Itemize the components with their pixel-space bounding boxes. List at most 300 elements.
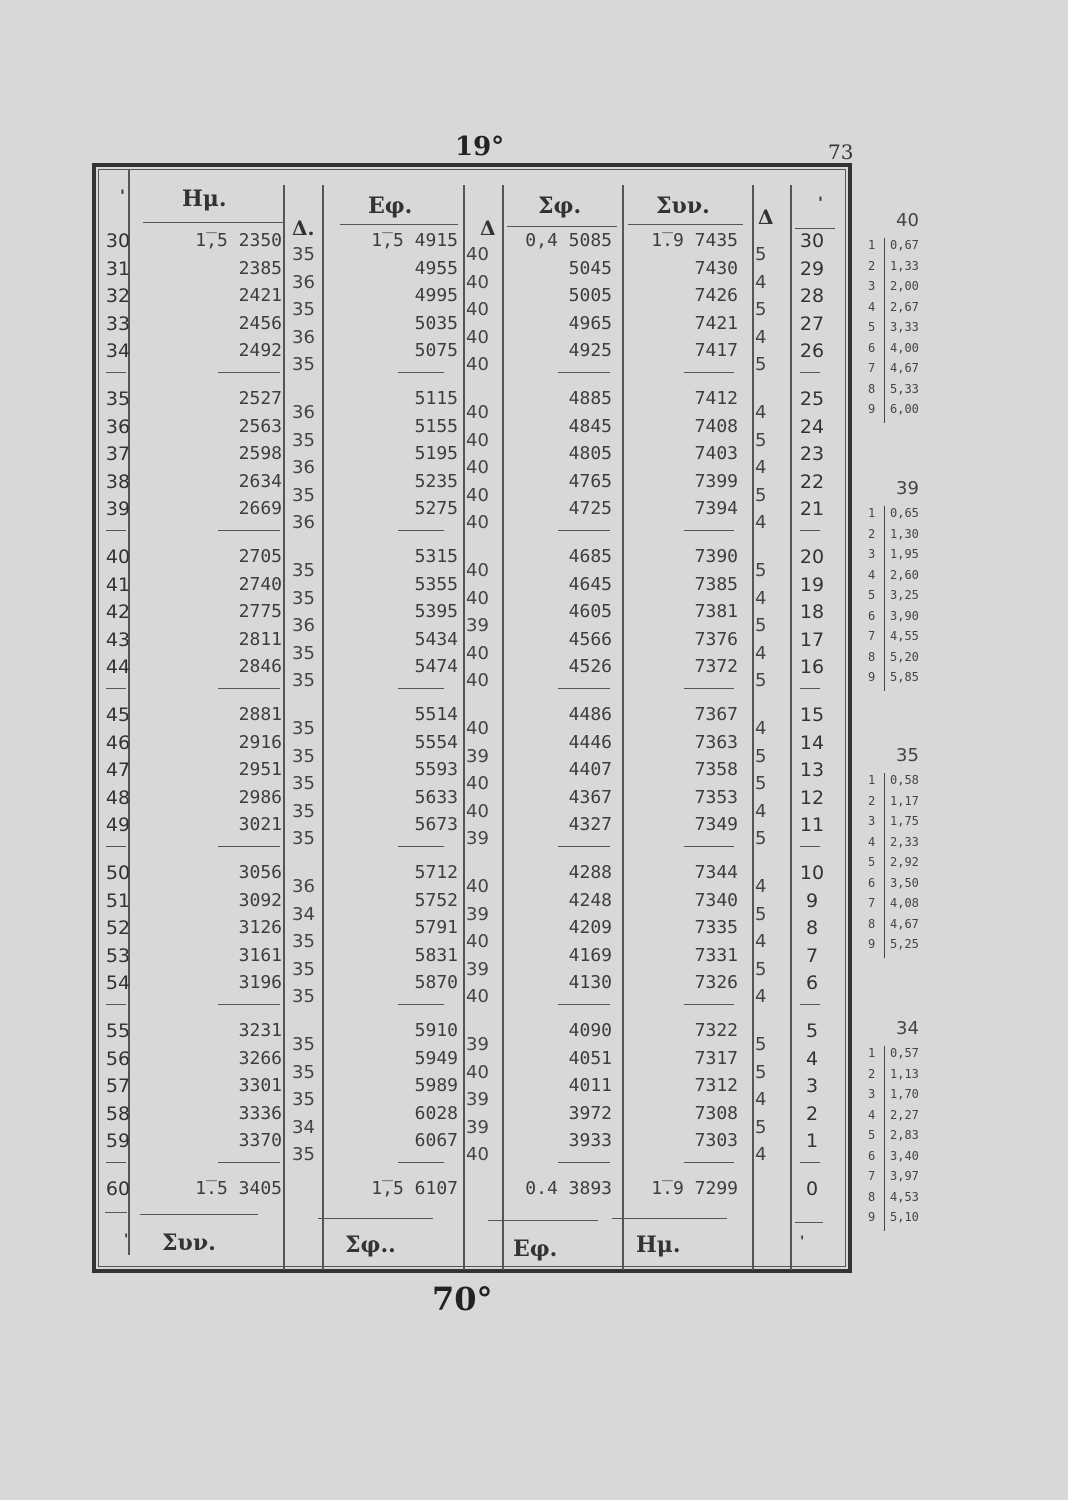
proportional-part-value: 0,67 <box>890 238 919 252</box>
proportional-part-index: 1 <box>868 506 876 520</box>
group-separator <box>558 530 610 531</box>
proportional-part-index: 3 <box>868 279 876 293</box>
cos-value: 7367 <box>694 704 738 725</box>
proportional-part-value: 4,00 <box>890 340 919 355</box>
proportional-part-value: 5,33 <box>890 381 919 396</box>
sin-difference: 35 <box>292 670 315 691</box>
group-separator <box>684 846 734 847</box>
sin-difference: 35 <box>292 1034 315 1055</box>
group-separator <box>106 372 126 373</box>
group-separator <box>398 846 444 847</box>
sin-difference: 34 <box>292 1116 315 1138</box>
cot-value: 4011 <box>568 1075 612 1096</box>
tan-value: 1̅,5 6107 <box>371 1178 458 1199</box>
sin-difference: 35 <box>292 560 315 581</box>
footer-sin: Ημ. <box>636 1232 681 1258</box>
tan-value: 5791 <box>414 917 458 938</box>
tan-value: 1̅,5 4915 <box>371 230 458 251</box>
proportional-part-index: 5 <box>868 1128 876 1142</box>
cos-difference: 5 <box>755 244 767 265</box>
proportional-part-value: 4,55 <box>890 629 919 643</box>
sin-value: 2421 <box>238 285 282 306</box>
tan-difference: 39 <box>466 903 489 925</box>
cot-value: 4407 <box>568 759 612 780</box>
proportional-part-index: 7 <box>868 629 876 643</box>
proportional-part-index: 8 <box>868 1189 876 1204</box>
cot-value: 0,4 5085 <box>525 230 612 251</box>
tan-value: 5474 <box>414 656 458 677</box>
cos-value: 7344 <box>694 862 738 883</box>
sin-value: 2775 <box>238 601 282 622</box>
footer-rule <box>488 1220 598 1221</box>
proportional-part-value: 5,85 <box>890 670 919 684</box>
sin-value: 3161 <box>238 944 282 966</box>
tan-difference: 39 <box>466 615 489 636</box>
proportional-part-value: 2,67 <box>890 299 919 314</box>
sin-difference: 35 <box>292 587 315 609</box>
cot-value: 4805 <box>568 443 612 464</box>
group-separator <box>684 1004 734 1005</box>
cot-value: 4130 <box>568 972 612 993</box>
cos-difference: 4 <box>755 718 767 739</box>
minute-right: 16 <box>799 656 825 678</box>
tan-difference: 40 <box>466 402 489 423</box>
tan-value: 5514 <box>414 704 458 725</box>
footer-rule <box>318 1218 433 1219</box>
group-separator <box>398 1004 444 1005</box>
group-separator <box>684 372 734 373</box>
cos-difference: 5 <box>755 354 767 375</box>
tan-difference: 39 <box>466 745 489 767</box>
footer-cos: Συν. <box>162 1230 216 1256</box>
sin-value: 2705 <box>238 546 282 567</box>
minute-left: 58 <box>105 1102 131 1125</box>
sin-value: 3370 <box>238 1130 282 1151</box>
proportional-part-value: 1,30 <box>890 526 919 541</box>
minute-left: 39 <box>105 498 131 520</box>
tan-value: 5434 <box>414 628 458 650</box>
sin-difference: 36 <box>292 615 315 636</box>
minute-right: 10 <box>799 862 825 884</box>
header-minute-right: ' <box>818 193 823 212</box>
proportional-parts-title: 35 <box>896 745 919 766</box>
minute-left: 40 <box>105 546 131 568</box>
cot-value: 4965 <box>568 312 612 334</box>
cos-value: 7381 <box>694 601 738 622</box>
proportional-part-index: 1 <box>868 238 876 252</box>
minute-left: 60 <box>105 1178 131 1200</box>
cos-difference: 4 <box>755 271 767 293</box>
footer-rule <box>105 1212 127 1213</box>
minute-left: 57 <box>105 1075 131 1097</box>
cot-value: 4605 <box>568 601 612 622</box>
sin-difference: 35 <box>292 1144 315 1165</box>
cos-difference: 5 <box>755 484 767 506</box>
sin-value: 2492 <box>238 340 282 361</box>
proportional-part-value: 4,67 <box>890 916 919 931</box>
minute-right: 22 <box>799 470 825 493</box>
cos-difference: 5 <box>755 429 767 451</box>
proportional-part-index: 9 <box>868 670 876 684</box>
minute-right: 6 <box>805 972 819 994</box>
minute-left: 42 <box>105 601 131 623</box>
cos-difference: 5 <box>755 828 767 849</box>
cos-value: 7421 <box>694 312 738 334</box>
sin-value: 3021 <box>238 814 282 835</box>
tan-difference: 40 <box>466 271 489 293</box>
proportional-part-value: 1,95 <box>890 547 919 561</box>
sin-difference: 35 <box>292 642 315 664</box>
sin-value: 2563 <box>238 415 282 437</box>
proportional-parts-rule <box>884 238 885 423</box>
group-separator <box>106 846 126 847</box>
tan-difference: 39 <box>466 828 489 849</box>
proportional-part-index: 8 <box>868 649 876 664</box>
cot-value: 4446 <box>568 731 612 753</box>
header-rule <box>507 226 617 227</box>
sin-value: 2527 <box>238 388 282 409</box>
proportional-part-value: 4,53 <box>890 1189 919 1204</box>
minute-left: 55 <box>105 1020 131 1042</box>
cos-difference: 4 <box>755 326 767 348</box>
minute-left: 48 <box>105 786 131 809</box>
page-degree-header: 19° <box>455 132 505 162</box>
cos-value: 7335 <box>694 917 738 938</box>
group-separator <box>106 1162 126 1163</box>
cos-value: 7408 <box>694 415 738 437</box>
tan-value: 5355 <box>414 573 458 595</box>
minute-right: 3 <box>805 1075 819 1097</box>
cos-difference: 4 <box>755 457 767 478</box>
group-separator <box>106 530 126 531</box>
column-rule <box>622 185 624 1270</box>
minute-left: 59 <box>105 1130 131 1152</box>
cos-difference: 4 <box>755 1089 767 1110</box>
cot-value: 3933 <box>568 1130 612 1151</box>
cot-value: 4645 <box>568 573 612 595</box>
minute-left: 53 <box>105 944 131 967</box>
cos-value: 7426 <box>694 285 738 306</box>
cot-value: 3972 <box>568 1102 612 1124</box>
sin-difference: 36 <box>292 512 315 533</box>
group-separator <box>218 530 280 531</box>
sin-value: 2669 <box>238 498 282 519</box>
group-separator <box>218 846 280 847</box>
group-separator <box>684 688 734 689</box>
column-rule <box>502 185 504 1270</box>
cos-value: 7331 <box>694 944 738 966</box>
sin-value: 2740 <box>238 573 282 595</box>
proportional-part-value: 1,17 <box>890 793 919 808</box>
tan-value: 5593 <box>414 759 458 780</box>
cos-value: 7322 <box>694 1020 738 1041</box>
proportional-parts-rule <box>884 1046 885 1231</box>
cot-value: 4288 <box>568 862 612 883</box>
tan-value: 5989 <box>414 1075 458 1096</box>
proportional-part-index: 6 <box>868 875 876 890</box>
cos-difference: 5 <box>755 1061 767 1083</box>
cos-difference: 4 <box>755 402 767 423</box>
proportional-part-value: 1,13 <box>890 1066 919 1081</box>
footer-cot: Σφ.. <box>345 1232 396 1258</box>
header-sin: Ημ. <box>182 186 227 212</box>
cos-difference: 5 <box>755 299 767 320</box>
proportional-part-index: 3 <box>868 814 876 828</box>
cot-value: 0.4 3893 <box>525 1178 612 1199</box>
sin-difference: 35 <box>292 718 315 739</box>
proportional-part-index: 4 <box>868 1107 876 1122</box>
tan-difference: 40 <box>466 429 489 451</box>
tan-difference: 40 <box>466 642 489 664</box>
proportional-part-index: 2 <box>868 258 876 273</box>
minute-right: 15 <box>799 704 825 726</box>
proportional-parts-title: 40 <box>896 210 919 231</box>
cos-value: 7376 <box>694 628 738 650</box>
minute-right: 30 <box>799 230 825 252</box>
sin-value: 3092 <box>238 889 282 911</box>
minute-right: 7 <box>805 944 819 967</box>
sin-difference: 35 <box>292 958 315 980</box>
proportional-part-value: 5,20 <box>890 649 919 664</box>
proportional-part-value: 3,50 <box>890 875 919 890</box>
tan-value: 5712 <box>414 862 458 883</box>
minute-right: 24 <box>799 415 825 438</box>
tan-difference: 40 <box>466 718 489 739</box>
sin-difference: 35 <box>292 299 315 320</box>
minute-right: 14 <box>799 731 825 754</box>
minute-left: 52 <box>105 917 131 939</box>
cos-value: 7394 <box>694 498 738 519</box>
cot-value: 4090 <box>568 1020 612 1041</box>
cos-value: 7417 <box>694 340 738 361</box>
footer-minute: ' <box>124 1232 129 1248</box>
minute-right: 13 <box>799 759 825 781</box>
minute-right: 12 <box>799 786 825 809</box>
sin-difference: 36 <box>292 402 315 423</box>
minute-right: 0 <box>805 1178 819 1200</box>
group-separator <box>800 688 820 689</box>
tan-value: 5633 <box>414 786 458 808</box>
sin-value: 2598 <box>238 443 282 464</box>
group-separator <box>684 1162 734 1163</box>
tan-difference: 39 <box>466 1089 489 1110</box>
proportional-part-index: 2 <box>868 1066 876 1081</box>
proportional-part-index: 9 <box>868 1210 876 1224</box>
tan-value: 6028 <box>414 1102 458 1124</box>
sin-value: 2951 <box>238 759 282 780</box>
cot-value: 4169 <box>568 944 612 966</box>
cos-value: 7353 <box>694 786 738 808</box>
column-rule <box>463 185 465 1270</box>
sin-value: 2986 <box>238 786 282 808</box>
tan-value: 5949 <box>414 1047 458 1069</box>
page-degree-footer: 70° <box>432 1280 493 1318</box>
cos-value: 1̅.9 7299 <box>651 1178 738 1199</box>
proportional-part-index: 4 <box>868 567 876 582</box>
minute-right: 23 <box>799 443 825 465</box>
minute-left: 46 <box>105 731 131 754</box>
proportional-part-index: 5 <box>868 320 876 334</box>
sin-value: 3056 <box>238 862 282 883</box>
proportional-part-index: 1 <box>868 773 876 787</box>
group-separator <box>106 688 126 689</box>
page-number: 73 <box>828 140 854 164</box>
cos-value: 7363 <box>694 731 738 753</box>
proportional-part-value: 2,92 <box>890 855 919 869</box>
cos-difference: 5 <box>755 1116 767 1138</box>
proportional-part-index: 7 <box>868 1169 876 1183</box>
cos-value: 7412 <box>694 388 738 409</box>
minute-right: 18 <box>799 601 825 623</box>
cos-difference: 5 <box>755 903 767 925</box>
sin-difference: 35 <box>292 354 315 375</box>
minute-left: 30 <box>105 230 131 252</box>
footer-rule <box>140 1214 258 1215</box>
tan-difference: 40 <box>466 484 489 506</box>
cot-value: 5005 <box>568 285 612 306</box>
sin-difference: 35 <box>292 986 315 1007</box>
proportional-parts-rule <box>884 773 885 958</box>
tan-difference: 40 <box>466 457 489 478</box>
tan-difference: 40 <box>466 244 489 265</box>
tan-difference: 40 <box>466 354 489 375</box>
minute-left: 44 <box>105 656 131 678</box>
cot-value: 4685 <box>568 546 612 567</box>
proportional-part-index: 6 <box>868 340 876 355</box>
tan-value: 5155 <box>414 415 458 437</box>
header-rule <box>143 222 283 223</box>
group-separator <box>684 530 734 531</box>
header-cos: Συν. <box>656 193 710 219</box>
tan-difference: 40 <box>466 986 489 1007</box>
proportional-part-index: 4 <box>868 299 876 314</box>
tan-difference: 40 <box>466 670 489 691</box>
group-separator <box>558 688 610 689</box>
minute-right: 27 <box>799 312 825 335</box>
sin-value: 2634 <box>238 470 282 492</box>
sin-difference: 35 <box>292 484 315 506</box>
cos-value: 7312 <box>694 1075 738 1096</box>
cos-difference: 4 <box>755 587 767 609</box>
minute-right: 19 <box>799 573 825 596</box>
minute-left: 36 <box>105 415 131 438</box>
sin-value: 1̅.5 3405 <box>195 1178 282 1199</box>
tan-value: 5831 <box>414 944 458 966</box>
column-rule <box>283 185 285 1270</box>
sin-difference: 35 <box>292 1089 315 1110</box>
header-rule <box>628 224 743 225</box>
sin-value: 3301 <box>238 1075 282 1096</box>
minute-left: 56 <box>105 1047 131 1070</box>
footer-minute-right: ' <box>800 1234 805 1250</box>
cos-value: 7303 <box>694 1130 738 1151</box>
proportional-part-value: 0,57 <box>890 1046 919 1060</box>
group-separator <box>800 530 820 531</box>
sin-difference: 35 <box>292 745 315 767</box>
tan-difference: 40 <box>466 931 489 952</box>
tan-difference: 40 <box>466 876 489 897</box>
tan-difference: 40 <box>466 1144 489 1165</box>
minute-left: 45 <box>105 704 131 726</box>
tan-value: 4995 <box>414 285 458 306</box>
tan-difference: 40 <box>466 773 489 794</box>
cot-value: 5045 <box>568 257 612 279</box>
group-separator <box>218 1004 280 1005</box>
header-tan: Εφ. <box>368 193 413 219</box>
minute-right: 28 <box>799 285 825 307</box>
cot-value: 4526 <box>568 656 612 677</box>
proportional-part-index: 3 <box>868 1087 876 1101</box>
header-delta-3: Δ <box>758 205 774 229</box>
group-separator <box>800 1004 820 1005</box>
tan-difference: 39 <box>466 1116 489 1138</box>
group-separator <box>398 688 444 689</box>
proportional-part-index: 6 <box>868 1148 876 1163</box>
column-rule <box>752 185 754 1270</box>
cos-value: 7308 <box>694 1102 738 1124</box>
tan-value: 4955 <box>414 257 458 279</box>
sin-value: 2385 <box>238 257 282 279</box>
group-separator <box>398 372 444 373</box>
minute-right: 26 <box>799 340 825 362</box>
cos-value: 7358 <box>694 759 738 780</box>
tan-value: 5315 <box>414 546 458 567</box>
cos-value: 7326 <box>694 972 738 993</box>
header-delta-1: Δ. <box>292 216 315 240</box>
cos-difference: 5 <box>755 1034 767 1055</box>
cos-difference: 5 <box>755 745 767 767</box>
tan-value: 5275 <box>414 498 458 519</box>
tan-difference: 40 <box>466 560 489 581</box>
tan-value: 5554 <box>414 731 458 753</box>
sin-difference: 36 <box>292 271 315 293</box>
minute-right: 2 <box>805 1102 819 1125</box>
cos-value: 7317 <box>694 1047 738 1069</box>
minute-left: 34 <box>105 340 131 362</box>
proportional-part-value: 2,83 <box>890 1128 919 1142</box>
proportional-part-index: 6 <box>868 608 876 623</box>
sin-value: 2846 <box>238 656 282 677</box>
proportional-part-value: 2,33 <box>890 834 919 849</box>
minute-left: 54 <box>105 972 131 994</box>
minute-left: 49 <box>105 814 131 836</box>
group-separator <box>558 372 610 373</box>
tan-value: 5115 <box>414 388 458 409</box>
proportional-part-value: 3,40 <box>890 1148 919 1163</box>
cos-value: 7430 <box>694 257 738 279</box>
minute-right: 9 <box>805 889 819 912</box>
cos-difference: 5 <box>755 773 767 794</box>
tan-difference: 39 <box>466 1034 489 1055</box>
minute-left: 38 <box>105 470 131 493</box>
header-cot: Σφ. <box>538 193 582 219</box>
cos-difference: 4 <box>755 642 767 664</box>
cot-value: 4367 <box>568 786 612 808</box>
proportional-part-index: 5 <box>868 588 876 602</box>
minute-left: 50 <box>105 862 131 884</box>
cos-value: 1̅.9 7435 <box>651 230 738 251</box>
proportional-part-value: 2,27 <box>890 1107 919 1122</box>
proportional-parts-title: 34 <box>896 1018 919 1039</box>
minute-right: 11 <box>799 814 825 836</box>
cot-value: 4327 <box>568 814 612 835</box>
sin-difference: 36 <box>292 457 315 478</box>
cos-difference: 4 <box>755 931 767 952</box>
cos-value: 7349 <box>694 814 738 835</box>
proportional-part-index: 9 <box>868 402 876 416</box>
proportional-part-value: 3,97 <box>890 1169 919 1183</box>
cot-value: 4248 <box>568 889 612 911</box>
